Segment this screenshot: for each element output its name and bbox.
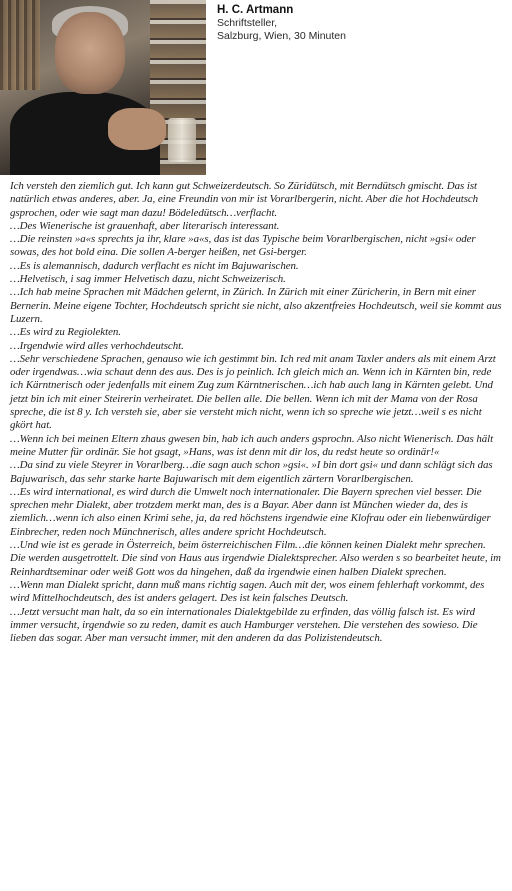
person-head — [55, 12, 125, 94]
paragraph: …Und wie ist es gerade in Österreich, beim österreichischen Film…die können keinen Dialekt mehr sprechen. Die werden ausgetrottelt. Die sind von Haus aus irgendwie Dialektsprecher. Also werden s so bearbeitet heute, im Reinhardtseminar oder weiß Gott wos da hingehen, daß da irgendwie einen halben Dialekt sprechen. — [10, 539, 501, 578]
paragraph: …Ich hab meine Sprachen mit Mädchen gelernt, in Zürich. In Zürich mit einer Züricherin, in Bern mit einer Bernerin. Meine eigene Tochter, Hochdeutsch spricht sie nicht, also akzentfreies Hochdeutsch, weil sie kommt aus Luzern. — [10, 286, 502, 325]
paragraph: …Da sind zu viele Steyrer in Vorarlberg…die sagn auch schon »gsi«. »I bin dort gsi« und dann schlägt sich das Bajuwarisch, das sehr starke harte Bajuwarisch mit dem eigentlich zärtern Vorarlbergischen. — [10, 459, 493, 485]
glass — [168, 118, 196, 162]
paragraph: …Irgendwie wird alles verhochdeutscht. — [10, 339, 184, 352]
profile-header — [217, 4, 507, 43]
paragraph: …Jetzt versucht man halt, da so ein internationales Dialektgebilde zu erfinden, das völlig falsch ist. Es wird immer versucht, irgendwie so zu reden, damit es auch Hamburger verstehen. Die verstehen des sowieso. Die lieben das sogar. Aber man versucht immer, mit den anderen da das Polizistendeutsch. — [10, 605, 478, 645]
paragraph: …Die reinsten »a«s sprechts ja ihr, klare »a«s, das ist das Typische beim Vorarlbergischen, nicht »gsi« oder sowas, des hot bold eina. Die sollen A-berger heißen, net Gsi-berger. — [10, 233, 476, 259]
paragraph: …Wenn man Dialekt spricht, dann muß mans richtig sagen. Auch mit der, wos einem fehlerhaft vorkommt, des wird Mittelhochdeutsch, des ist anders gelagert. Des ist kein falsches Deutsch. — [10, 578, 485, 605]
paragraph: …Wenn ich bei meinen Eltern zhaus gwesen bin, hab ich auch anders gsprochn. Also nicht Wienerisch. Das hält meine Mutter für ordinär. Sie hot gsagt, »Hans, was ist denn mit dir los, du redst heute so ordinär!« — [10, 432, 494, 458]
bookshelf-left — [0, 0, 40, 90]
paragraph: Ich versteh den ziemlich gut. Ich kann gut Schweizerdeutsch. So Züridütsch, mit Berndütsch gmischt. Das ist natürlich etwas anderes, aber. Ja, eine Freundin von mir ist Vorarlbergerin, nicht. Aber die hot Hochdeutsch gsprochen, oder wie sagt man dazu! Bödeledütsch…verflacht. — [10, 180, 479, 219]
paragraph: …Es is alemannisch, dadurch verflacht es nicht im Bajuwarischen. — [10, 259, 299, 272]
paragraph: …Es wird international, es wird durch die Umwelt noch internationaler. Die Bayern sprechen viel besser. Die sprechen mehr Dialekt, aber trotzdem merkt man, des is a Bayar. Aber dann ist München wieder da, des is ziemlich…wenn ich also einen Krimi sehe, ja, da red höchstens irgendwie eine Klofrau oder ein liebenwürdiger Einbrecher, reden noch Münchnerisch, alles andere spricht Hochdeutsch. — [10, 485, 491, 538]
profile-details: Salzburg, Wien, 30 Minuten — [217, 30, 346, 42]
portrait-photo — [0, 0, 206, 175]
paragraph: …Helvetisch, i sag immer Helvetisch dazu, nicht Schweizerisch. — [10, 273, 286, 286]
interview-text — [10, 180, 502, 645]
paragraph: …Sehr verschiedene Sprachen, genauso wie ich gestimmt bin. Ich red mit anam Taxler anders als mit einem Arzt oder irgendwas…wia schaut denn des aus. Des is jo peinlich. Ich gleich mich an. Wenn ich in Kärnten bin, rede ich Kärntnerisch oder jedenfalls mit einem Zug zum Kärntnerischen…ich hab auch lang in Kärnten gelebt. Und jetzt bin ich mit einer Steirerin verheiratet. Die bellen alle. Die bellen. Wenn ich mit der Mama von der Rosa spreche, die ist 8 y. Ich versteh sie, aber sie versteht mich nicht, wenn ich so spreche wie jetzt…weil s es nicht gkört hat. — [10, 352, 496, 432]
profile-name: H. C. Artmann — [217, 4, 294, 16]
paragraph: …Es wird zu Regiolekten. — [10, 326, 121, 339]
profile-role: Schriftsteller, — [217, 17, 278, 29]
paragraph: …Des Wienerische ist grauenhaft, aber literarisch interessant. — [10, 219, 280, 232]
person-hands — [108, 108, 166, 150]
